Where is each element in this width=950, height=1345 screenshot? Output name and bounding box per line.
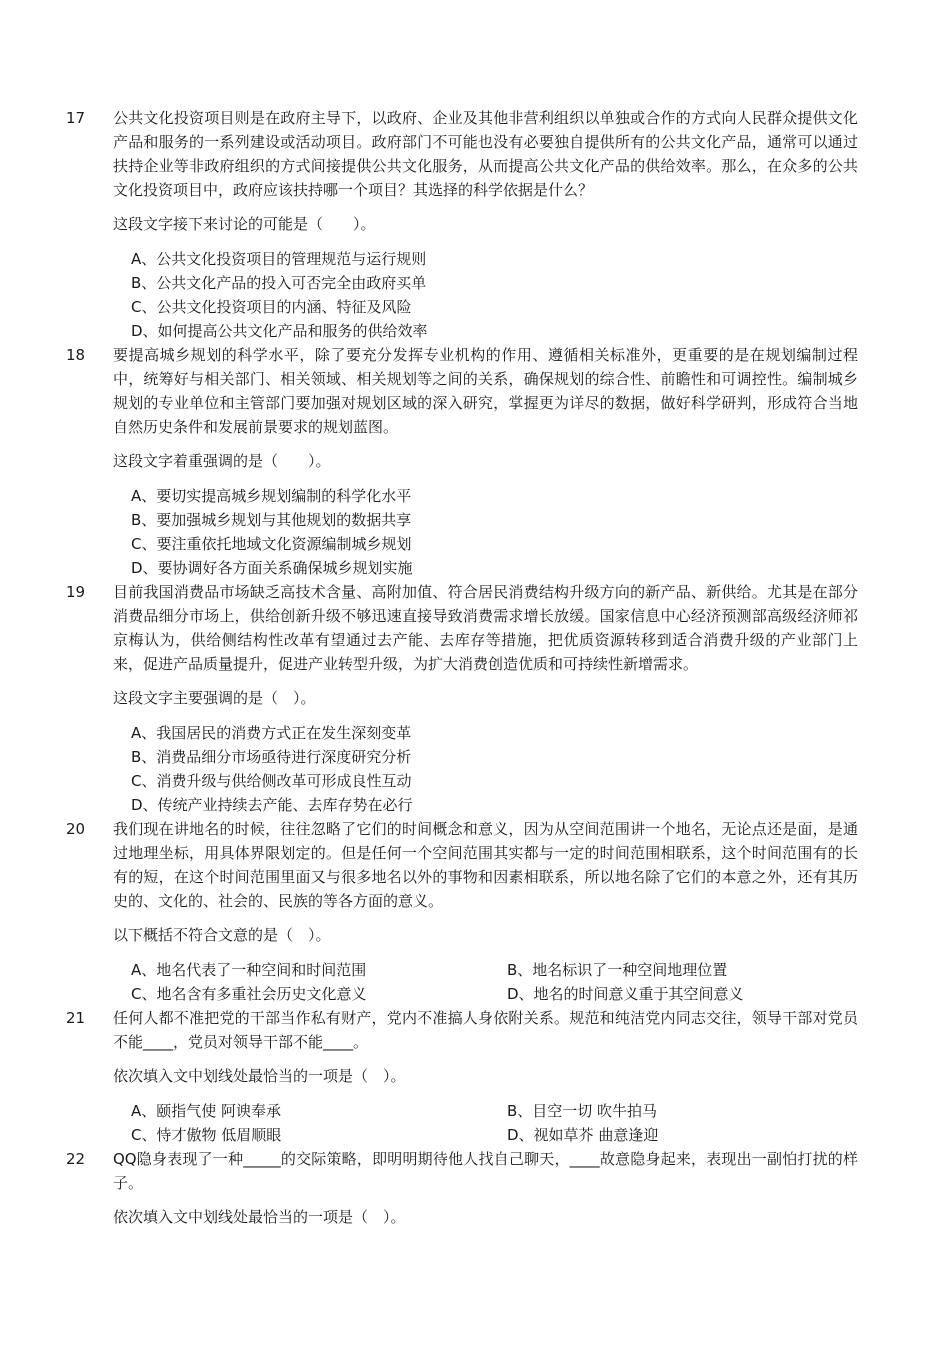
question-stem: QQ隐身表现了一种_____的交际策略，即明明期待他人找自己聊天，____故意隐身起来，表现出一副怕打扰的样子。 xyxy=(113,1150,858,1192)
option-a[interactable]: A、地名代表了一种空间和时间范围 xyxy=(131,961,367,979)
option-d[interactable]: D、要协调好各方面关系确保城乡规划实施 xyxy=(131,559,413,577)
option-d[interactable]: D、传统产业持续去产能、去库存势在必行 xyxy=(131,796,413,814)
question-18 xyxy=(0,343,950,580)
option-c[interactable]: C、消费升级与供给侧改革可形成良性互动 xyxy=(131,772,412,790)
question-17 xyxy=(0,106,950,343)
options-list xyxy=(131,247,871,343)
question-number: 20 xyxy=(66,820,86,838)
option-b[interactable]: B、地名标识了一种空间地理位置 xyxy=(507,961,728,979)
option-a[interactable]: A、我国居民的消费方式正在发生深刻变革 xyxy=(131,724,412,742)
question-prompt: 这段文字着重强调的是（ ）。 xyxy=(113,452,331,470)
option-d[interactable]: D、如何提高公共文化产品和服务的供给效率 xyxy=(131,322,428,340)
option-b[interactable]: B、要加强城乡规划与其他规划的数据共享 xyxy=(131,511,412,529)
options-list xyxy=(131,1099,871,1147)
question-prompt: 这段文字接下来讨论的可能是（ ）。 xyxy=(113,215,376,233)
option-c[interactable]: C、恃才傲物 低眉顺眼 xyxy=(131,1126,282,1144)
question-number: 17 xyxy=(66,109,86,127)
options-list xyxy=(131,484,871,580)
option-d[interactable]: D、地名的时间意义重于其空间意义 xyxy=(507,985,744,1003)
question-21 xyxy=(0,1006,950,1147)
option-a[interactable]: A、颐指气使 阿谀奉承 xyxy=(131,1102,282,1120)
option-c[interactable]: C、地名含有多重社会历史文化意义 xyxy=(131,985,367,1003)
option-c[interactable]: C、公共文化投资项目的内涵、特征及风险 xyxy=(131,298,412,316)
option-c[interactable]: C、要注重依托地域文化资源编制城乡规划 xyxy=(131,535,412,553)
options-list xyxy=(131,721,871,817)
question-prompt: 以下概括不符合文意的是（ ）。 xyxy=(113,926,331,944)
question-prompt: 依次填入文中划线处最恰当的一项是（ ）。 xyxy=(113,1208,406,1226)
question-number: 18 xyxy=(66,346,86,364)
option-b[interactable]: B、消费品细分市场亟待进行深度研究分析 xyxy=(131,748,412,766)
question-stem: 目前我国消费品市场缺乏高技术含量、高附加值、符合居民消费结构升级方向的新产品、新供给。尤其是在部分消费品细分市场上，供给创新升级不够迅速直接导致消费需求增长放缓。国家信息中心经济预测部高级经济师祁京梅认为，供给侧结构性改革有望通过去产能、去库存等措施，把优质资源转移到适合消费升级的产业部门上来，促进产品质量提升，促进产业转型升级，为扩大消费创造优质和可持续性新增需求。 xyxy=(113,583,858,673)
options-list xyxy=(131,958,871,1006)
question-prompt: 依次填入文中划线处最恰当的一项是（ ）。 xyxy=(113,1067,406,1085)
question-stem: 要提高城乡规划的科学水平，除了要充分发挥专业机构的作用、遵循相关标准外，更重要的是在规划编制过程中，统筹好与相关部门、相关领域、相关规划等之间的关系，确保规划的综合性、前瞻性和可调控性。编制城乡规划的专业单位和主管部门要加强对规划区域的深入研究，掌握更为详尽的数据，做好科学研判，形成符合当地自然历史条件和发展前景要求的规划蓝图。 xyxy=(113,346,858,436)
question-number: 21 xyxy=(66,1009,86,1027)
question-stem: 公共文化投资项目则是在政府主导下，以政府、企业及其他非营利组织以单独或合作的方式向人民群众提供文化产品和服务的一系列建设或活动项目。政府部门不可能也没有必要独自提供所有的公共文化产品，通常可以通过扶持企业等非政府组织的方式间接提供公共文化服务，从而提高公共文化产品的供给效率。那么，在众多的公共文化投资项目中，政府应该扶持哪一个项目？其选择的科学依据是什么？ xyxy=(113,109,858,199)
question-stem: 任何人都不准把党的干部当作私有财产，党内不准搞人身依附关系。规范和纯洁党内同志交往，领导干部对党员不能____，党员对领导干部不能____。 xyxy=(113,1009,858,1051)
question-prompt: 这段文字主要强调的是（ ）。 xyxy=(113,689,316,707)
option-b[interactable]: B、公共文化产品的投入可否完全由政府买单 xyxy=(131,274,427,292)
question-20 xyxy=(0,817,950,1006)
option-a[interactable]: A、公共文化投资项目的管理规范与运行规则 xyxy=(131,250,427,268)
question-number: 19 xyxy=(66,583,86,601)
exam-page xyxy=(0,106,950,1240)
option-a[interactable]: A、要切实提高城乡规划编制的科学化水平 xyxy=(131,487,412,505)
question-number: 22 xyxy=(66,1150,86,1168)
option-b[interactable]: B、目空一切 吹牛拍马 xyxy=(507,1102,658,1120)
option-d[interactable]: D、视如草芥 曲意逢迎 xyxy=(507,1126,659,1144)
question-22 xyxy=(0,1147,950,1229)
question-19 xyxy=(0,580,950,817)
question-stem: 我们现在讲地名的时候，往往忽略了它们的时间概念和意义，因为从空间范围讲一个地名，无论点还是面，是通过地理坐标，用具体界限划定的。但是任何一个空间范围其实都与一定的时间范围相联系，这个时间范围有的长有的短，在这个时间范围里面又与很多地名以外的事物和因素相联系，所以地名除了它们的本意之外，还有其历史的、文化的、社会的、民族的等各方面的意义。 xyxy=(113,820,858,910)
